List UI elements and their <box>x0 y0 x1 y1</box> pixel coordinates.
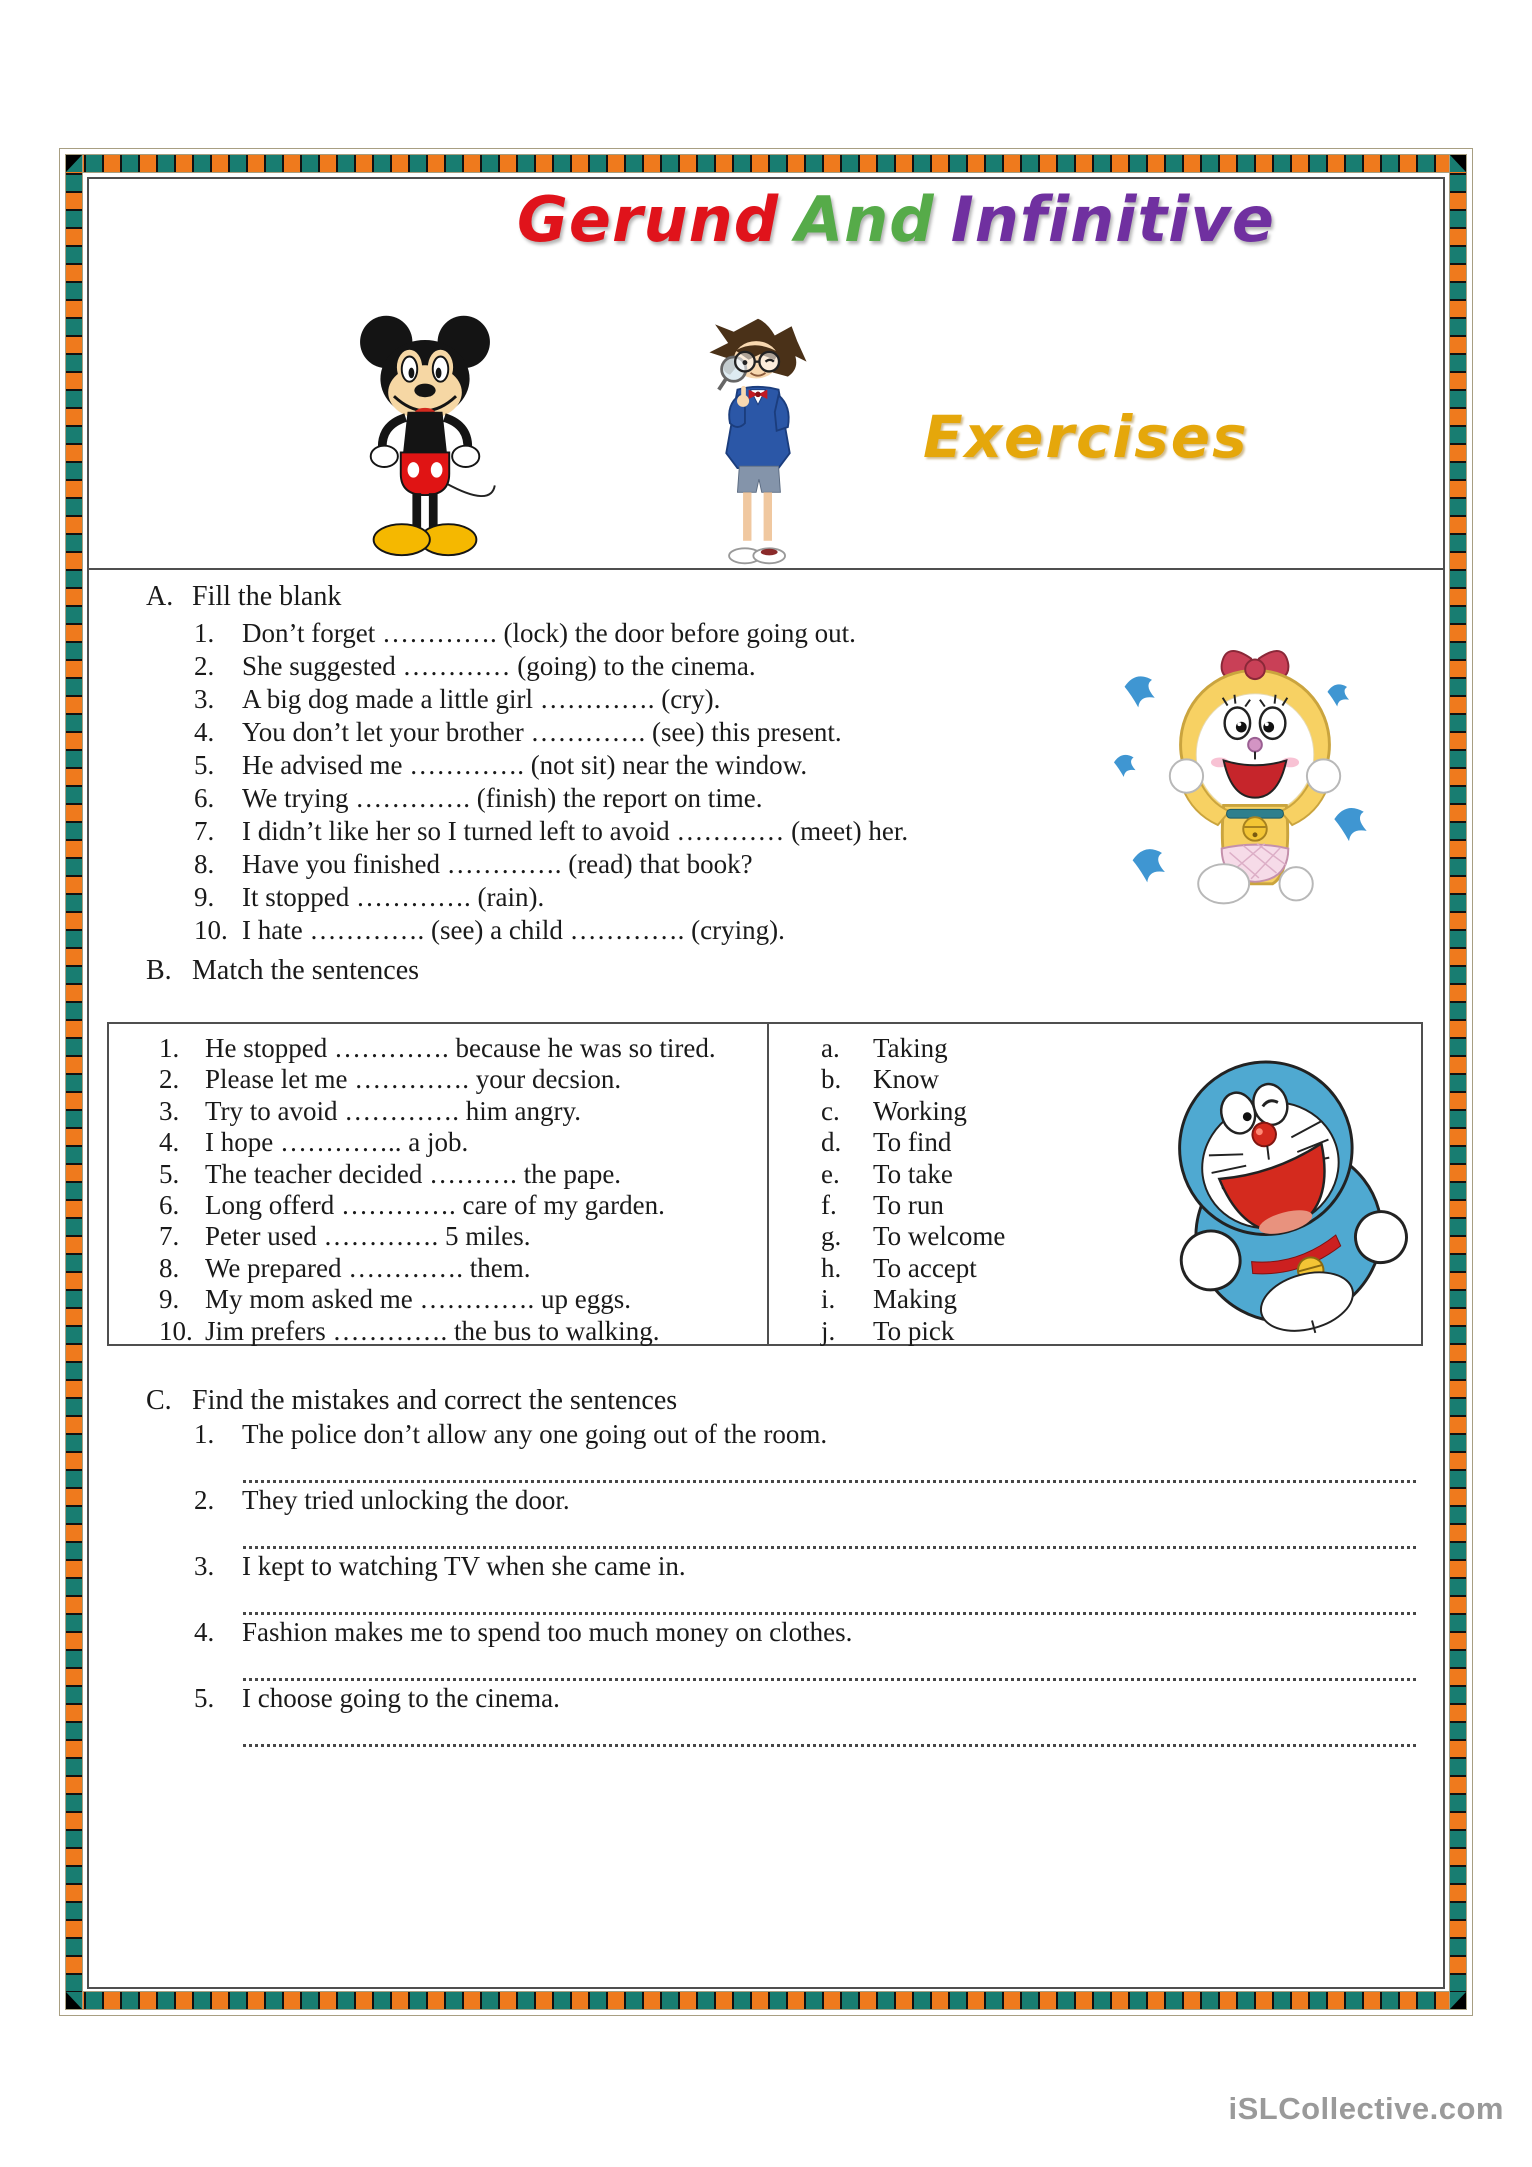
title-word-and: And <box>795 183 935 256</box>
match-left-item: 8. We prepared …………. them. <box>159 1252 531 1283</box>
title-word-infinitive: Infinitive <box>950 183 1275 256</box>
section-a-items <box>194 617 908 947</box>
border-corner-icon <box>1450 155 1466 172</box>
border-corner-icon <box>1450 1992 1466 2009</box>
page-title <box>517 183 1291 256</box>
match-left-item: 1. He stopped …………. because he was so tired. <box>159 1033 716 1063</box>
title-word-gerund: Gerund <box>517 183 780 256</box>
checkered-border-left <box>66 155 82 2009</box>
mistake-item-block <box>146 1484 1418 1549</box>
detective-conan-image <box>699 315 817 567</box>
fill-blank-item: 10. I hate …………. (see) a child …………. (crying). <box>194 915 785 945</box>
mistake-item-block <box>146 1682 1418 1747</box>
match-option: j. To pick <box>821 1315 955 1346</box>
mickey-mouse-image <box>347 309 503 561</box>
doraemon-image <box>1129 1048 1423 1334</box>
fill-blank-item: 5. He advised me …………. (not sit) near the window. <box>194 750 808 780</box>
match-option: f. To run <box>821 1190 944 1221</box>
answer-line <box>243 1715 1416 1747</box>
match-left-item: 5. The teacher decided ………. the pape. <box>159 1158 622 1189</box>
match-left-item: 4. I hope ………….. a job. <box>159 1127 469 1158</box>
fill-blank-item: 4. You don’t let your brother …………. (see) this present. <box>194 717 842 747</box>
mistake-item: 1. The police don’t allow any one going out of the room. <box>194 1419 828 1449</box>
mistake-item: 3. I kept to watching TV when she came in. <box>194 1551 686 1581</box>
answer-line <box>243 1649 1416 1681</box>
match-option: d. To find <box>821 1127 952 1158</box>
section-a-heading <box>146 581 341 613</box>
section-c <box>146 1385 1418 1747</box>
match-left-item: 7. Peter used …………. 5 miles. <box>159 1221 531 1252</box>
answer-line <box>243 1517 1416 1549</box>
match-left-item: 6. Long offerd …………. care of my garden. <box>159 1190 665 1221</box>
dorami-image <box>1107 637 1403 921</box>
worksheet-content-box <box>87 177 1445 1989</box>
subtitle-exercises: Exercises <box>923 403 1249 471</box>
checkered-border-right <box>1450 155 1466 2009</box>
fill-blank-item: 1. Don’t forget …………. (lock) the door before going out. <box>194 618 856 648</box>
mistake-item-block <box>146 1550 1418 1615</box>
checkered-border-bottom <box>66 1992 1466 2009</box>
section-a-label: A. <box>146 581 174 612</box>
checkered-border-top <box>66 155 1466 172</box>
section-b-title: Match the sentences <box>192 955 420 986</box>
match-option: b. Know <box>821 1064 939 1095</box>
mistake-item: 4. Fashion makes me to spend too much money on clothes. <box>194 1617 853 1647</box>
fill-blank-item: 6. We trying …………. (finish) the report on time. <box>194 783 763 813</box>
border-corner-icon <box>66 155 82 172</box>
answer-line <box>243 1583 1416 1615</box>
fill-blank-item: 2. She suggested ………… (going) to the cinema. <box>194 651 756 681</box>
worksheet-header <box>89 179 1443 570</box>
section-a-title: Fill the blank <box>192 581 342 612</box>
fill-blank-item: 3. A big dog made a little girl …………. (cry). <box>194 684 721 714</box>
border-corner-icon <box>66 1992 82 2009</box>
fill-blank-item: 8. Have you finished …………. (read) that book? <box>194 849 753 879</box>
match-right-column <box>821 1033 1005 1347</box>
match-option: i. Making <box>821 1284 957 1315</box>
mistake-item-block <box>146 1418 1418 1483</box>
match-left-item: 9. My mom asked me …………. up eggs. <box>159 1284 631 1315</box>
mistake-item: 2. They tried unlocking the door. <box>194 1485 570 1515</box>
match-left-item: 3. Try to avoid …………. him angry. <box>159 1095 581 1126</box>
match-table-divider <box>767 1024 769 1344</box>
mistake-item: 5. I choose going to the cinema. <box>194 1683 560 1713</box>
fill-blank-item: 7. I didn’t like her so I turned left to avoid ………… (meet) her. <box>194 816 909 846</box>
section-b-heading <box>146 955 419 987</box>
answer-line <box>243 1451 1416 1483</box>
match-option: e. To take <box>821 1158 953 1189</box>
match-table <box>107 1022 1423 1346</box>
match-option: g. To welcome <box>821 1221 1006 1252</box>
match-option: c. Working <box>821 1095 967 1126</box>
islcollective-watermark-link[interactable]: iSLCollective.com <box>1228 2091 1504 2126</box>
match-left-column <box>159 1033 716 1347</box>
section-c-label: C. <box>146 1385 172 1416</box>
section-c-title: Find the mistakes and correct the sentences <box>192 1385 678 1416</box>
section-c-heading <box>146 1385 1418 1417</box>
match-option: a. Taking <box>821 1033 948 1063</box>
match-option: h. To accept <box>821 1252 977 1283</box>
match-left-item: 10. Jim prefers …………. the bus to walking. <box>159 1315 660 1346</box>
fill-blank-item: 9. It stopped …………. (rain). <box>194 882 545 912</box>
section-b-label: B. <box>146 955 172 986</box>
mistake-item-block <box>146 1616 1418 1681</box>
match-left-item: 2. Please let me …………. your decsion. <box>159 1064 622 1095</box>
